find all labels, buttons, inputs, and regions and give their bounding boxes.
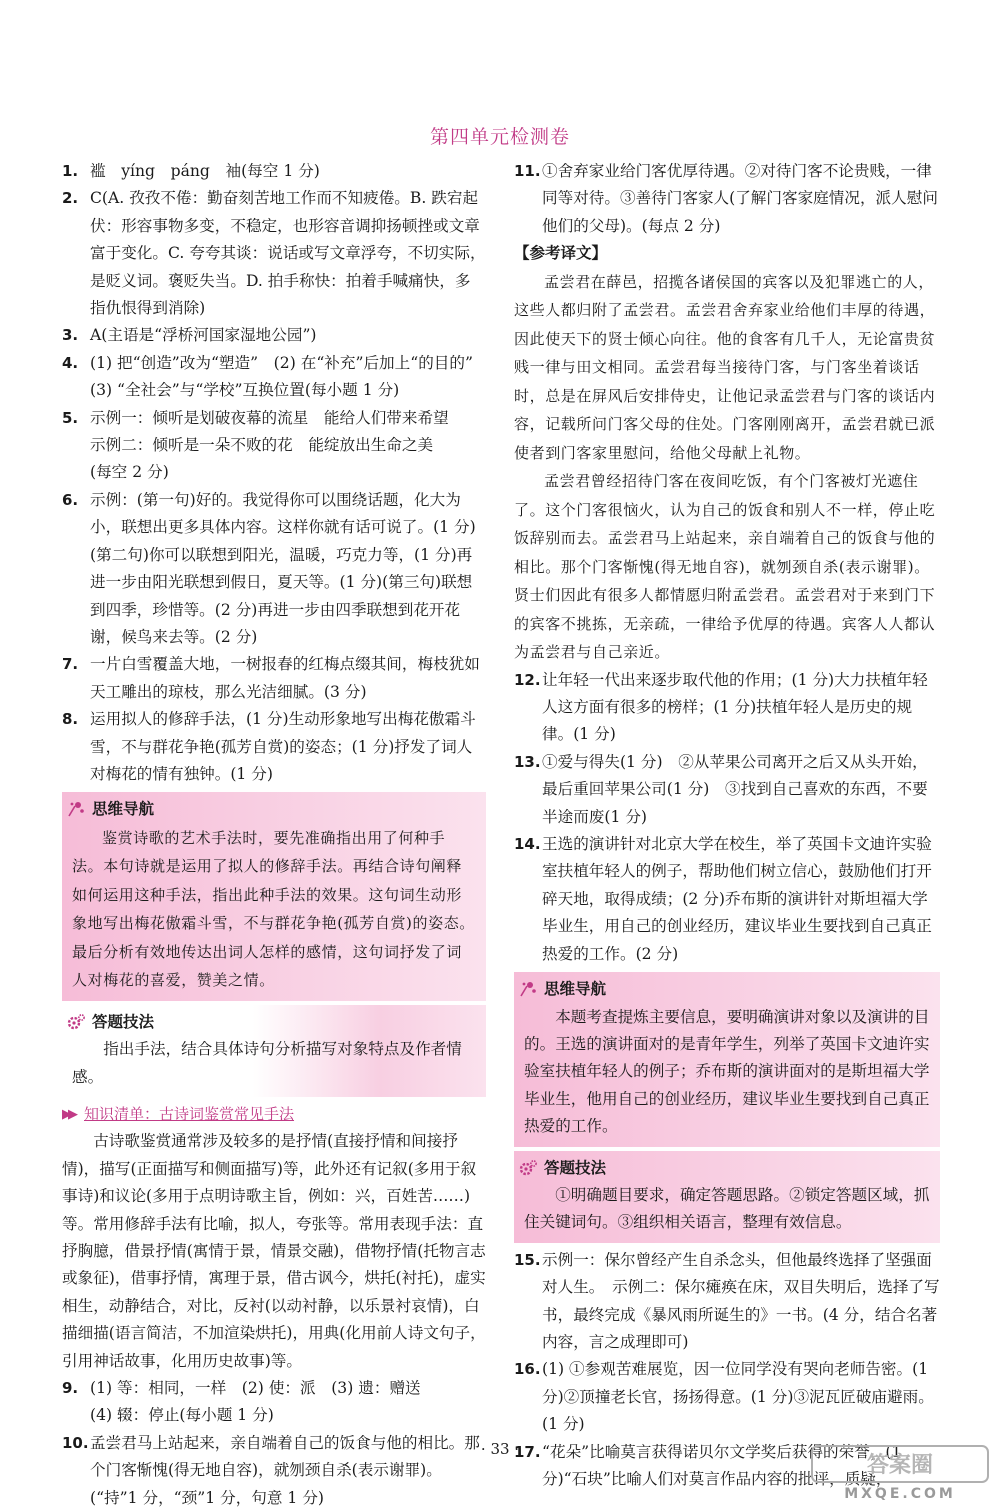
answer-11: 11. ①舍弃家业给门客优厚待遇。②对待门客不论贵贱，一律同等对待。③善待门客家人(了解门客家庭情况，派人慰问他们的父母)。(每点 2 分) xyxy=(514,162,938,235)
translation-paragraph-1: 孟尝君在薛邑，招揽各诸侯国的宾客以及犯罪逃亡的人，这些人都归附了孟尝君。孟尝君舍弃家业给他们丰厚的待遇，因此使天下的贤士倾心向往。他的食客有几千人，无论富贵贫贱一律与田文相同。孟尝君每当接待门客，与门客坐着谈话时，总是在屏风后安排侍史，让他记录孟尝君与门客的谈话内容，记载所问门客父母的住处。门客刚刚离开，孟尝君就已派使者到门客家里慰问，给他父母献上礼物。 xyxy=(514,272,936,462)
thinking-guide-text-2: 本题考查提炼主要信息，要明确演讲对象以及演讲的目的。王选的演讲面对的是青年学生，列举了英国卡文迪许实验室扶植年轻人的例子；乔布斯的演讲面对的是斯坦福大学毕业生，他用自己的创业经历，建议毕业生要找到自己真正热爱的工作。 xyxy=(524,1007,930,1136)
answer-17: 17. “花朵”比喻莫言获得诺贝尔文学奖后获得的荣誉，(1 分)“石块”比喻人们对莫言作品内容的批评，质疑， xyxy=(514,1442,902,1488)
answer-technique-heading: 答题技法 xyxy=(92,1012,155,1031)
answer-10: 10. 孟尝君马上站起来，亲自端着自己的饭食与他的相比。那个门客惭愧(得无地自容)，就刎颈自杀(表示谢罪)。(“持”1 分，“颈”1 分，句意 1 分) xyxy=(62,1433,480,1507)
answer-12: 12. 让年轻一代出来逐步取代他的作用；(1 分)大力扶植年轻人这方面有很多的榜样；(1 分)扶植年轻人是历史的规律。(1 分) xyxy=(514,670,928,744)
answer-4: 4. (1) 把“创造”改为“塑造” (2) 在“补充”后加上“的目的” (3) “全社会”与“学校”互换位置(每小题 1 分) xyxy=(62,353,489,400)
thinking-guide-box-2 xyxy=(514,972,940,1146)
reference-translation xyxy=(514,240,940,666)
svg-text:MXQE.COM: MXQE.COM xyxy=(844,1486,956,1502)
answer-8: 8. 运用拟人的修辞手法，(1 分)生动形象地写出梅花傲霜斗雪，不与群花争艳(孤芳自赏)的姿态；(1 分)抒发了词人对梅花的情有独钟。(1 分) xyxy=(62,710,476,783)
answer-technique-text-2: ①明确题目要求，确定答题思路。②锁定答题区域，抓住关键词句。③组织相关语言，整理有效信息。 xyxy=(524,1185,930,1232)
answer-3: 3. A(主语是“浮桥河国家湿地公园”) xyxy=(62,326,317,345)
right-column xyxy=(514,158,940,1493)
answer-technique-box-2 xyxy=(514,1151,940,1243)
page-title: 第四单元检测卷 xyxy=(429,126,570,148)
sparkle-icon xyxy=(518,981,538,999)
translation-paragraph-2: 孟尝君曾经招待门客在夜间吃饭，有个门客被灯光遮住了。这个门客很恼火，认为自己的饭食和别人不一样，停止吃饭辞别而去。孟尝君马上站起来，亲自端着自己的饭食与他的相比。那个门客惭愧(得无地自容)，就刎颈自杀(表示谢罪)。贤士们因此有很多人都情愿归附孟尝君。孟尝君对于来到门下的宾客不挑拣，无亲疏，一律给予优厚的待遇。宾客人人都认为孟尝君与自己亲近。 xyxy=(514,472,936,662)
answer-technique-text: 指出手法，结合具体诗句分析描写对象特点及作者情感。 xyxy=(72,1040,462,1086)
gear-icon xyxy=(66,1013,86,1031)
answer-16: 16. (1) ①参观苦难展览，因一位同学没有哭向老师告密。(1 分)②顶撞老长官，扬扬得意。(1 分)③泥瓦匠破庙避雨。(1 分) xyxy=(514,1360,934,1434)
double-arrow-icon: ▶▶ xyxy=(62,1106,74,1122)
thinking-guide-heading: 思维导航 xyxy=(92,800,155,819)
answer-5: 5. 示例一：倾听是划破夜幕的流星 能给人们带来希望 示例二：倾听是一朵不败的花 能绽放出生命之美 (每空 2 分) xyxy=(62,408,449,482)
answer-14: 14. 王选的演讲针对北京大学在校生，举了英国卡文迪许实验室扶植年轻人的例子，帮助他们树立信心，鼓励他们打开碎天地，取得成绩；(2 分)乔布斯的演讲针对斯坦福大学毕业生，用自己的创业经历，建议毕业生要找到自己真正热爱的工作。(2 分) xyxy=(514,835,932,963)
left-column xyxy=(62,158,489,1512)
answer-15: 15. 示例一：保尔曾经产生自杀念头，但他最终选择了坚强面对人生。 示例二：保尔瘫痪在床，双目失明后，选择了写书，最终完成《暴风雨所诞生的》一书。(4 分，结合名著内容，言之成理即可) xyxy=(514,1250,940,1351)
thinking-guide-box xyxy=(62,792,486,1000)
svg-text:答案圈: 答案圈 xyxy=(866,1453,934,1478)
answer-2: 2. C(A. 孜孜不倦：勤奋刻苦地工作而不知疲倦。B. 跌宕起伏：形容事物多变，不稳定，也形容音调抑扬顿挫或文章富于变化。C. 夸夸其谈：说话或写文章浮夸，不切实际，是贬义词。褒贬失当。D. 拍手称快：拍着手喊痛快，多指仇恨得到消除) xyxy=(62,189,486,318)
watermark-logo xyxy=(810,1444,990,1502)
gear-icon xyxy=(518,1159,538,1177)
thinking-guide-text: 鉴赏诗歌的艺术手法时，要先准确指出用了何种手法。本句诗就是运用了拟人的修辞手法。再结合诗句阐释如何运用这种手法，指出此种手法的效果。这句词生动形象地写出梅花傲霜斗雪，不与群花争艳(孤芳自赏)的姿态。最后分析有效地传达出词人怎样的感情，这句词抒发了词人对梅花的喜爱，赞美之情。 xyxy=(72,828,475,990)
answer-1: 1. 褴 yíng páng 袖(每空 1 分) xyxy=(62,162,320,180)
reference-translation-heading: 【参考译文】 xyxy=(514,244,608,263)
answer-technique-box xyxy=(62,1005,486,1097)
answer-13: 13. ①爱与得失(1 分) ②从苹果公司离开之后又从头开始，最后重回苹果公司(1 分) ③找到自己喜欢的东西，不要半途而废(1 分) xyxy=(514,752,928,826)
answer-technique-heading-2: 答题技法 xyxy=(544,1158,607,1177)
knowledge-list-heading: ▶▶ 知识清单：古诗词鉴赏常见手法 xyxy=(62,1101,486,1128)
answer-6: 6. 示例：(第一句)好的。我觉得你可以围绕话题，化大为小，联想出更多具体内容。这样你就有话可说了。(1 分)(第二句)你可以联想到阳光，温暖，巧克力等，(1 分)再进一步由阳光联想到假日，夏天等。(1 分)(第三句)联想到四季，珍惜等。(2 分)再进一步由四季联想到花开花谢，候鸟来去等。(2 分) xyxy=(62,490,476,646)
answer-7: 7. 一片白雪覆盖大地，一树报春的红梅点缀其间，梅枝犹如天工雕出的琼枝，那么光洁细腻。(3 分) xyxy=(62,655,480,701)
page-number: · 33 · xyxy=(480,1440,520,1458)
answer-9: 9. (1) 等：相同，一样 (2) 使：派 (3) 遗：赠送 (4) 辍：停止(每小题 1 分) xyxy=(62,1379,421,1425)
sparkle-icon xyxy=(66,801,86,819)
knowledge-list-text: 古诗歌鉴赏通常涉及较多的是抒情(直接抒情和间接抒情)，描写(正面描写和侧面描写)等，此外还有记叙(多用于叙事诗)和议论(多用于点明诗歌主旨，例如：兴，百姓苦……)等。常用修辞手法有比喻，拟人，夸张等。常用表现手法：直抒胸臆，借景抒情(寓情于景，情景交融)，借物抒情(托物言志或象征)，借事抒情，寓理于景，借古讽今，烘托(衬托)，虚实相生，动静结合，对比，反衬(以动衬静，以乐景衬哀情)，白描细描(语言简洁，不加渲染烘托)，用典(化用前人诗文句子，引用神话故事，化用历史故事)等。 xyxy=(62,1132,486,1370)
thinking-guide-heading-2: 思维导航 xyxy=(544,980,607,999)
